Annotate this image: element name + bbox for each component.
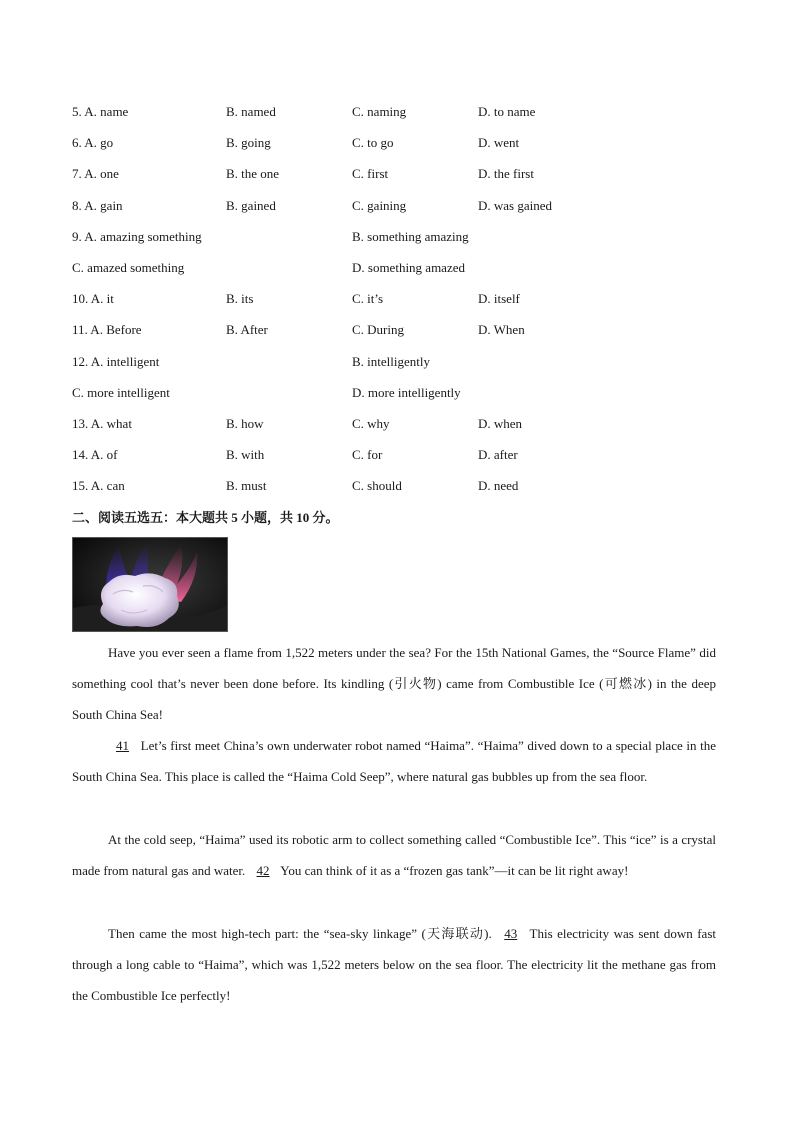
option-d: D. need — [478, 478, 519, 494]
question-stem-option-a: 6. A. go — [72, 135, 114, 151]
passage-paragraph-4 — [72, 918, 716, 1012]
paragraph-2-text: Let’s first meet China’s own underwater robot named “Haima”. “Haima” dived down to a special place in the South China Sea. This place is called the “Haima Cold Seep”, where natural gas bubbles up from the sea floor. — [72, 738, 716, 785]
option-b: B. the one — [226, 166, 280, 182]
option-d: D. to name — [478, 104, 536, 119]
option-b: B. with — [226, 447, 265, 463]
option-b: B. must — [226, 478, 267, 494]
paragraph-4-text-a: Then came the most high-tech part: the “sea-sky linkage” (天海联动). — [108, 926, 497, 941]
option-d: D. the first — [478, 166, 534, 182]
option-c: C. it’s — [352, 291, 384, 307]
question-row — [0, 133, 794, 153]
question-row — [0, 476, 794, 496]
question-stem-option-a: 15. A. can — [72, 478, 125, 494]
blank-41: 41 — [116, 738, 129, 753]
option-b: B. going — [226, 135, 271, 151]
question-row — [0, 196, 794, 216]
question-stem-option-a: C. more intelligent — [72, 384, 170, 400]
passage-paragraph-2 — [72, 730, 716, 792]
paragraph-3-text-b: You can think of it as a “frozen gas tank”—it can be lit right away! — [277, 863, 629, 879]
option-b: B. gained — [226, 197, 276, 213]
option-b: B. named — [226, 104, 276, 119]
passage-paragraph-3 — [72, 824, 716, 886]
question-stem-option-a: 11. A. Before — [72, 322, 142, 338]
question-row — [0, 102, 794, 122]
option-c: B. intelligently — [352, 353, 430, 369]
option-c: C. why — [352, 416, 390, 431]
question-stem-option-a: 14. A. of — [72, 447, 118, 463]
option-d: D. went — [478, 135, 520, 151]
option-b: B. how — [226, 416, 264, 431]
option-c: C. first — [352, 166, 389, 182]
question-stem-option-a: 12. A. intelligent — [72, 353, 160, 369]
option-b: B. its — [226, 291, 254, 307]
passage-paragraph-1 — [72, 637, 716, 731]
question-stem-option-a: 8. A. gain — [72, 197, 123, 213]
blank-43: 43 — [504, 926, 518, 941]
option-d: D. When — [478, 322, 525, 338]
option-b: B. After — [226, 322, 268, 338]
option-d: D. when — [478, 416, 523, 431]
paragraph-4-text-b: This electricity was sent down fast through a long cable to “Haima”, which was 1,522 meters below on the sea floor. The electricity lit the methane gas from the Combustible Ice perfectly! — [72, 926, 716, 1004]
question-row — [0, 258, 794, 278]
question-row — [0, 414, 794, 434]
question-row — [0, 227, 794, 247]
option-c: C. gaining — [352, 197, 407, 213]
option-d: D. itself — [478, 291, 520, 307]
section-title: 二、阅读五选五：本大题共 5 小题，共 10 分。 — [72, 510, 339, 525]
question-row — [0, 383, 794, 403]
option-c: C. should — [352, 478, 402, 494]
blank-42: 42 — [256, 863, 270, 879]
question-row — [0, 289, 794, 309]
option-c: D. more intelligently — [352, 384, 461, 400]
question-stem-option-a: C. amazed something — [72, 260, 185, 275]
option-c: B. something amazing — [352, 228, 469, 244]
option-d: D. was gained — [478, 197, 553, 213]
option-c: C. for — [352, 447, 383, 463]
question-row — [0, 352, 794, 372]
question-stem-option-a: 9. A. amazing something — [72, 228, 202, 244]
option-c: C. During — [352, 322, 404, 338]
question-stem-option-a: 5. A. name — [72, 104, 129, 119]
paragraph-1-text: Have you ever seen a flame from 1,522 meters under the sea? For the 15th National Games, the “Source Flame” did something cool that’s never been done before. Its kindling (引火物) came from Combustible Ice (可燃冰) in the deep South China Sea! — [72, 645, 716, 723]
question-stem-option-a: 7. A. one — [72, 166, 119, 182]
question-row — [0, 164, 794, 184]
question-row — [0, 445, 794, 465]
combustible-ice-flame-photo — [72, 537, 228, 632]
question-stem-option-a: 13. A. what — [72, 416, 132, 431]
option-c: C. to go — [352, 135, 394, 151]
option-c: D. something amazed — [352, 260, 465, 275]
option-c: C. naming — [352, 104, 407, 119]
option-d: D. after — [478, 447, 518, 463]
question-row — [0, 320, 794, 340]
paragraph-3-text-a: At the cold seep, “Haima” used its robotic arm to collect something called “Combustible Ice”. This “ice” is a crystal made from natural gas and water. — [72, 832, 716, 879]
question-stem-option-a: 10. A. it — [72, 291, 114, 307]
